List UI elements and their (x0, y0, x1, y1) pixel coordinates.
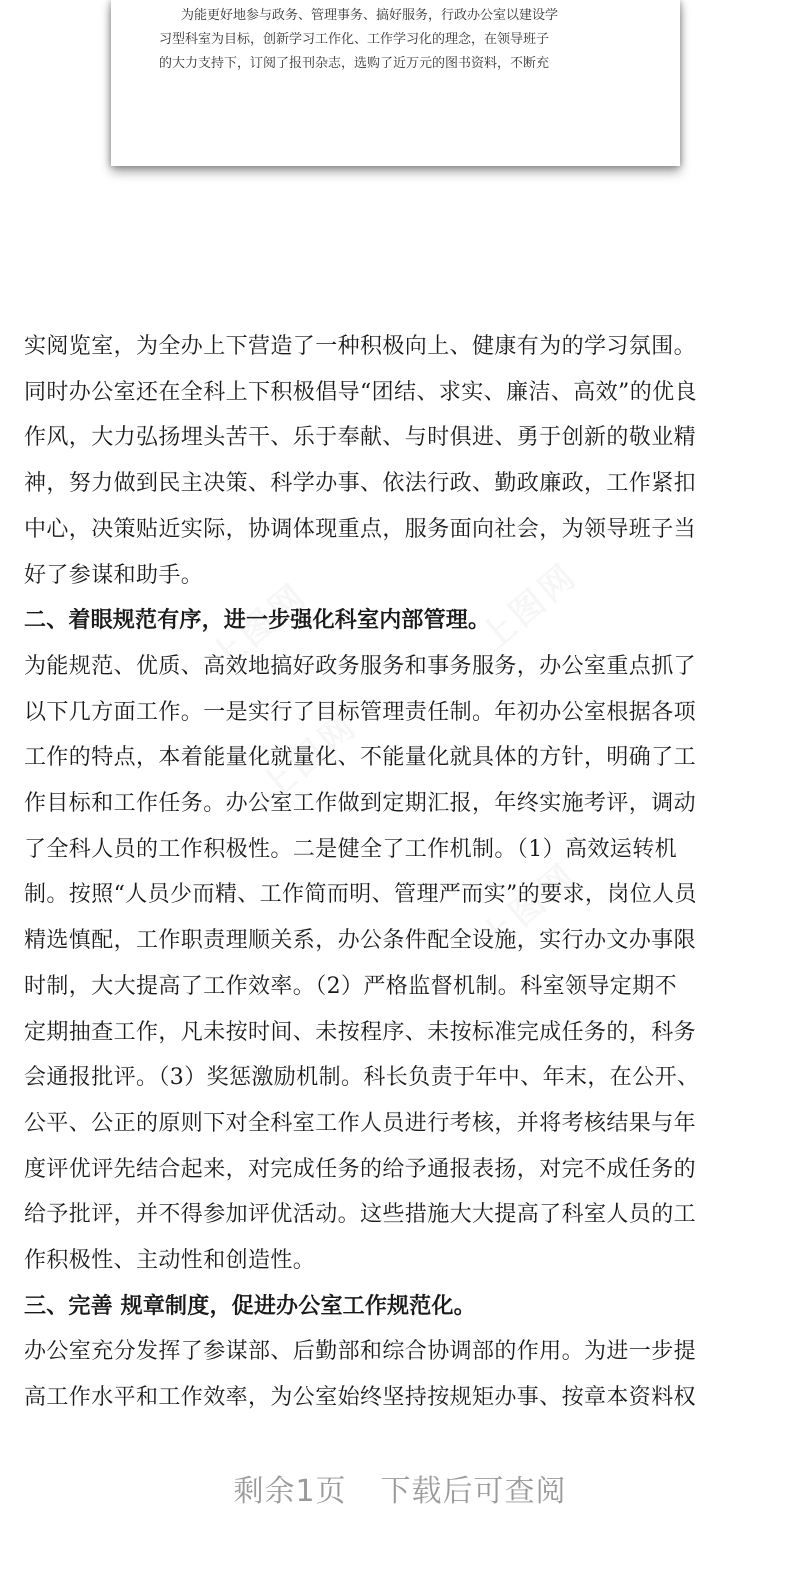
body-line: 工作的特点，本着能量化就量化、不能量化就具体的方针，明确了工 (24, 745, 697, 771)
preview-page-card (111, 0, 680, 166)
body-line: 高工作水平和工作效率，为公室始终坚持按规矩办事、按章本资料权 (24, 1385, 697, 1411)
body-line: 定期抽查工作，凡未按时间、未按程序、未按标准完成任务的，科务 (24, 1019, 697, 1045)
body-line: 了全科人员的工作积极性。二是健全了工作机制。（1）高效运转机 (24, 836, 677, 862)
body-line: 实阅览室，为全办上下营造了一种积极向上、健康有为的学习氛围。 (24, 334, 697, 359)
body-line: 作目标和工作任务。办公室工作做到定期汇报，年终实施考评，调动 (24, 791, 697, 817)
body-line: 会通报批评。（3）奖惩激励机制。科长负责于年中、年末，在公开、 (24, 1065, 700, 1091)
body-line: 同时办公室还在全科上下积极倡导“团结、求实、廉洁、高效”的优良 (24, 379, 697, 405)
preview-line: 为能更好地参与政务、管理事务、搞好服务，行政办公室以建设学 (181, 8, 559, 23)
preview-line: 习型科室为目标，创新学习工作化、工作学习化的理念，在领导班子 (159, 32, 550, 47)
body-line: 度评优评先结合起来，对完成任务的给予通报表扬，对完不成任务的 (24, 1156, 697, 1182)
document-body (24, 324, 784, 1421)
preview-line: 的大力支持下，订阅了报刊杂志，选购了近万元的图书资料，不断充 (159, 56, 550, 71)
section-heading: 三、完善 规章制度，促进办公室工作规范化。 (24, 1293, 476, 1319)
body-line: 为能规范、优质、高效地搞好政务服务和事务服务，办公室重点抓了 (24, 653, 697, 679)
body-line: 精选慎配，工作职责理顺关系，办公条件配全设施，实行办文办事限 (24, 928, 697, 954)
remaining-pages-label: 剩余1页 (233, 1474, 347, 1509)
body-line: 神，努力做到民主决策、科学办事、依法行政、勤政廉政，工作紧扣 (24, 471, 697, 497)
download-prompt[interactable] (0, 1466, 800, 1510)
body-line: 中心，决策贴近实际，协调体现重点，服务面向社会，为领导班子当 (24, 516, 697, 542)
body-line: 作风，大力弘扬埋头苦干、乐于奉献、与时俱进、勇于创新的敬业精 (24, 425, 697, 451)
section-heading: 二、着眼规范有序，进一步强化科室内部管理。 (24, 608, 491, 634)
body-line: 办公室充分发挥了参谋部、后勤部和综合协调部的作用。为进一步提 (24, 1339, 697, 1365)
body-line: 好了参谋和助手。 (24, 562, 204, 588)
preview-text (159, 4, 639, 76)
body-line: 给予批评，并不得参加评优活动。这些措施大大提高了科室人员的工 (24, 1202, 697, 1228)
body-line: 时制，大大提高了工作效率。（2）严格监督机制。科室领导定期不 (24, 973, 677, 999)
body-line: 制。按照“人员少而精、工作简而明、管理严而实”的要求，岗位人员 (24, 882, 697, 908)
body-line: 以下几方面工作。一是实行了目标管理责任制。年初办公室根据各项 (24, 699, 697, 725)
body-line: 作积极性、主动性和创造性。 (24, 1248, 316, 1274)
body-line: 公平、公正的原则下对全科室工作人员进行考核，并将考核结果与年 (24, 1110, 697, 1136)
download-to-view-label: 下载后可查阅 (380, 1474, 567, 1509)
